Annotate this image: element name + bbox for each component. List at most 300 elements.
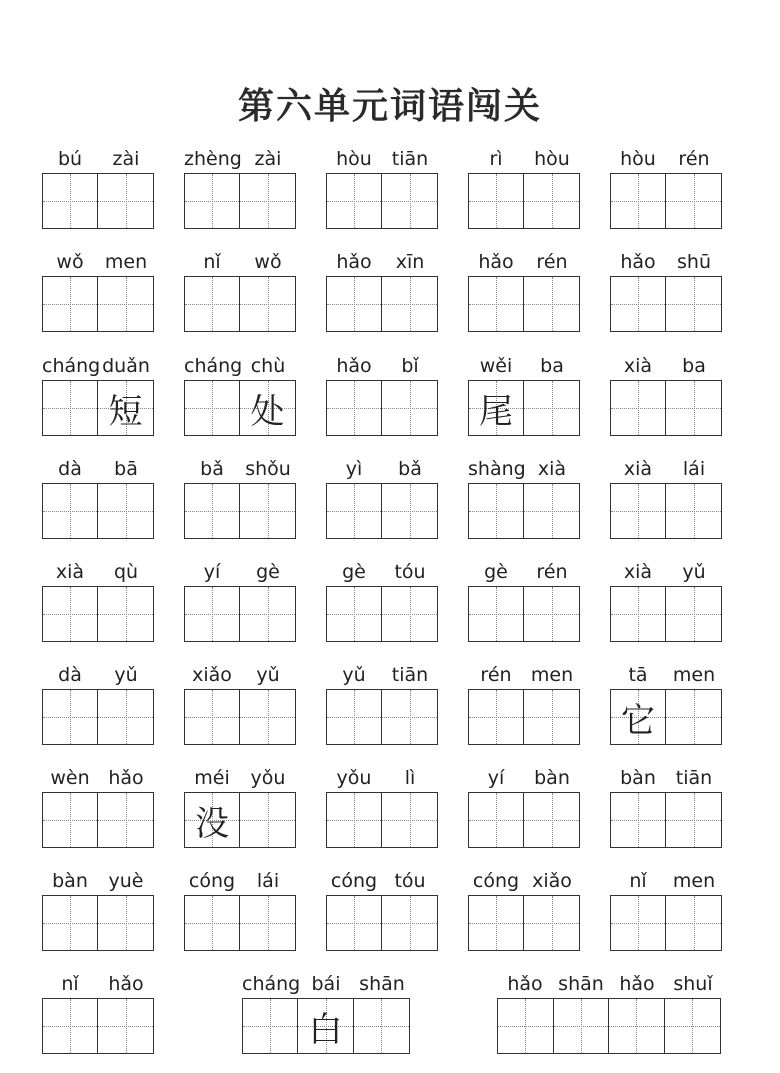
writing-boxes <box>610 483 722 539</box>
pinyin-syllable: bǎ <box>398 458 422 480</box>
writing-cell[interactable] <box>524 381 579 435</box>
writing-boxes <box>468 895 580 951</box>
writing-cell[interactable] <box>524 277 579 331</box>
word-item <box>468 146 580 230</box>
writing-boxes <box>468 689 580 745</box>
writing-boxes <box>326 483 438 539</box>
pinyin-syllable: lái <box>682 458 706 480</box>
writing-cell[interactable] <box>327 484 382 538</box>
pinyin-line <box>468 868 580 894</box>
pinyin-syllable: tóu <box>394 561 426 583</box>
word-item <box>326 456 438 540</box>
writing-cell[interactable] <box>43 381 98 435</box>
writing-cell[interactable] <box>382 587 437 641</box>
word-item <box>242 971 410 1055</box>
pinyin-syllable: shàng <box>468 458 526 480</box>
word-item <box>468 353 580 437</box>
pinyin-line <box>468 353 580 379</box>
writing-cell[interactable] <box>98 690 153 744</box>
pinyin-line <box>497 971 721 997</box>
writing-cell[interactable] <box>98 381 153 435</box>
pinyin-syllable: hǎo <box>108 767 144 789</box>
word-item <box>42 971 154 1055</box>
pinyin-syllable: xià <box>537 458 567 480</box>
pinyin-syllable: yí <box>487 767 505 789</box>
pinyin-syllable: shān <box>558 973 604 995</box>
pinyin-line <box>42 765 154 791</box>
pinyin-syllable: tiān <box>391 664 429 686</box>
pinyin-syllable: xīn <box>395 251 425 273</box>
writing-boxes <box>326 173 438 229</box>
pinyin-syllable: duǎn <box>102 355 150 377</box>
pinyin-syllable: cóng <box>472 870 520 892</box>
pinyin-syllable: bàn <box>52 870 88 892</box>
pinyin-line <box>184 868 296 894</box>
word-item <box>610 249 722 333</box>
pinyin-syllable: yǔ <box>342 664 366 686</box>
pinyin-syllable: xià <box>623 355 653 377</box>
writing-cell[interactable] <box>611 381 666 435</box>
writing-boxes <box>468 483 580 539</box>
pinyin-line <box>610 353 722 379</box>
writing-boxes <box>42 689 154 745</box>
writing-boxes <box>42 483 154 539</box>
word-item <box>184 662 296 746</box>
pinyin-line <box>326 249 438 275</box>
pinyin-syllable: dà <box>58 458 82 480</box>
writing-cell[interactable] <box>498 999 554 1053</box>
pinyin-line <box>610 662 722 688</box>
pinyin-syllable: chù <box>250 355 286 377</box>
pinyin-syllable: yǔ <box>682 561 706 583</box>
writing-cell[interactable] <box>327 587 382 641</box>
pinyin-line <box>42 971 154 997</box>
writing-cell[interactable] <box>611 793 666 847</box>
writing-cell[interactable] <box>185 174 240 228</box>
writing-cell[interactable] <box>240 174 295 228</box>
writing-boxes <box>184 173 296 229</box>
pinyin-syllable: bàn <box>620 767 656 789</box>
pinyin-syllable: rì <box>489 148 503 170</box>
pinyin-line <box>326 559 438 585</box>
word-item <box>610 456 722 540</box>
writing-boxes <box>42 998 154 1054</box>
writing-cell[interactable] <box>666 793 721 847</box>
word-item <box>184 249 296 333</box>
writing-cell[interactable] <box>554 999 610 1053</box>
pinyin-syllable: yuè <box>108 870 144 892</box>
pinyin-syllable: zài <box>254 148 282 170</box>
pinyin-syllable: nǐ <box>61 973 79 995</box>
writing-boxes <box>42 380 154 436</box>
writing-cell[interactable] <box>98 484 153 538</box>
writing-cell[interactable] <box>666 381 721 435</box>
writing-boxes <box>610 380 722 436</box>
writing-boxes <box>468 276 580 332</box>
pinyin-line <box>184 456 296 482</box>
word-item <box>42 559 154 643</box>
writing-boxes <box>42 173 154 229</box>
writing-boxes <box>42 895 154 951</box>
pinyin-syllable: cháng <box>42 355 101 377</box>
pinyin-syllable: rén <box>536 561 568 583</box>
pinyin-line <box>326 868 438 894</box>
pinyin-syllable: hòu <box>620 148 656 170</box>
writing-cell[interactable] <box>382 381 437 435</box>
word-item <box>468 662 580 746</box>
pinyin-line <box>326 662 438 688</box>
pinyin-line <box>42 249 154 275</box>
writing-cell[interactable] <box>524 484 579 538</box>
writing-boxes <box>184 895 296 951</box>
given-character: 它 <box>621 700 655 741</box>
writing-cell[interactable] <box>611 690 666 744</box>
writing-boxes <box>468 586 580 642</box>
pinyin-syllable: yǔ <box>256 664 280 686</box>
writing-cell[interactable] <box>609 999 665 1053</box>
pinyin-syllable: hòu <box>534 148 570 170</box>
writing-cell[interactable] <box>43 587 98 641</box>
writing-cell[interactable] <box>382 174 437 228</box>
pinyin-syllable: wǒ <box>56 251 84 273</box>
pinyin-line <box>610 146 722 172</box>
pinyin-syllable: bǎ <box>200 458 224 480</box>
writing-cell[interactable] <box>185 381 240 435</box>
pinyin-line <box>468 765 580 791</box>
pinyin-line <box>468 559 580 585</box>
pinyin-line <box>468 146 580 172</box>
pinyin-line <box>184 249 296 275</box>
word-item <box>42 456 154 540</box>
pinyin-syllable: shǒu <box>245 458 291 480</box>
writing-cell[interactable] <box>98 999 153 1053</box>
pinyin-line <box>610 559 722 585</box>
pinyin-syllable: nǐ <box>629 870 647 892</box>
writing-boxes <box>326 895 438 951</box>
pinyin-syllable: tiān <box>675 767 713 789</box>
pinyin-syllable: yǔ <box>114 664 138 686</box>
word-item <box>42 146 154 230</box>
writing-cell[interactable] <box>240 484 295 538</box>
writing-cell[interactable] <box>240 381 295 435</box>
writing-cell[interactable] <box>524 587 579 641</box>
writing-cell[interactable] <box>43 896 98 950</box>
writing-cell[interactable] <box>298 999 353 1053</box>
pinyin-line <box>42 353 154 379</box>
writing-cell[interactable] <box>240 793 295 847</box>
pinyin-line <box>42 146 154 172</box>
writing-cell[interactable] <box>611 896 666 950</box>
writing-cell[interactable] <box>382 277 437 331</box>
pinyin-syllable: rén <box>480 664 512 686</box>
pinyin-syllable: xià <box>623 561 653 583</box>
writing-boxes <box>242 998 410 1054</box>
pinyin-syllable: bú <box>57 148 83 170</box>
writing-boxes <box>326 276 438 332</box>
writing-cell[interactable] <box>43 277 98 331</box>
pinyin-syllable: cóng <box>330 870 378 892</box>
pinyin-syllable: gè <box>342 561 366 583</box>
writing-cell[interactable] <box>98 896 153 950</box>
pinyin-syllable: zhèng <box>184 148 242 170</box>
pinyin-syllable: yì <box>345 458 363 480</box>
word-item <box>610 868 722 952</box>
pinyin-syllable: shān <box>359 973 405 995</box>
writing-cell[interactable] <box>240 690 295 744</box>
word-item <box>468 559 580 643</box>
pinyin-line <box>326 456 438 482</box>
word-item <box>42 868 154 952</box>
pinyin-syllable: zài <box>112 148 140 170</box>
writing-cell[interactable] <box>666 277 721 331</box>
word-item <box>497 971 721 1055</box>
given-character: 没 <box>195 803 229 844</box>
writing-cell[interactable] <box>666 690 721 744</box>
word-item <box>184 353 296 437</box>
word-item <box>326 353 438 437</box>
pinyin-syllable: wěi <box>479 355 513 377</box>
writing-cell[interactable] <box>469 381 524 435</box>
writing-cell[interactable] <box>185 793 240 847</box>
writing-boxes <box>610 173 722 229</box>
writing-cell[interactable] <box>185 484 240 538</box>
pinyin-syllable: gè <box>484 561 508 583</box>
word-item <box>468 456 580 540</box>
pinyin-syllable: bái <box>311 973 341 995</box>
word-item <box>468 868 580 952</box>
writing-cell[interactable] <box>327 793 382 847</box>
writing-cell[interactable] <box>611 587 666 641</box>
writing-cell[interactable] <box>382 484 437 538</box>
writing-boxes <box>326 586 438 642</box>
writing-boxes <box>610 276 722 332</box>
writing-boxes <box>468 792 580 848</box>
pinyin-syllable: hǎo <box>336 251 372 273</box>
writing-cell[interactable] <box>327 690 382 744</box>
writing-boxes <box>610 895 722 951</box>
pinyin-syllable: men <box>672 870 716 892</box>
writing-cell[interactable] <box>666 896 721 950</box>
pinyin-line <box>326 146 438 172</box>
word-item <box>610 146 722 230</box>
writing-cell[interactable] <box>240 277 295 331</box>
writing-cell[interactable] <box>469 896 524 950</box>
pinyin-syllable: rén <box>536 251 568 273</box>
pinyin-line <box>610 868 722 894</box>
word-item <box>326 868 438 952</box>
word-item <box>42 662 154 746</box>
writing-cell[interactable] <box>185 277 240 331</box>
given-character: 尾 <box>479 391 513 432</box>
word-item <box>468 249 580 333</box>
writing-cell[interactable] <box>327 174 382 228</box>
writing-boxes <box>184 689 296 745</box>
writing-cell[interactable] <box>240 587 295 641</box>
writing-boxes <box>326 689 438 745</box>
writing-cell[interactable] <box>43 690 98 744</box>
writing-cell[interactable] <box>98 174 153 228</box>
writing-cell[interactable] <box>469 793 524 847</box>
writing-cell[interactable] <box>469 484 524 538</box>
writing-boxes <box>184 586 296 642</box>
pinyin-line <box>326 353 438 379</box>
writing-cell[interactable] <box>665 999 721 1053</box>
pinyin-syllable: lái <box>256 870 280 892</box>
pinyin-line <box>242 971 410 997</box>
word-item <box>184 765 296 849</box>
pinyin-syllable: xià <box>55 561 85 583</box>
writing-boxes <box>42 792 154 848</box>
writing-boxes <box>326 380 438 436</box>
given-character: 短 <box>108 391 143 432</box>
writing-cell[interactable] <box>469 690 524 744</box>
writing-cell[interactable] <box>243 999 298 1053</box>
word-item <box>184 456 296 540</box>
pinyin-syllable: men <box>104 251 148 273</box>
pinyin-syllable: hòu <box>336 148 372 170</box>
pinyin-syllable: lì <box>404 767 416 789</box>
writing-boxes <box>184 792 296 848</box>
pinyin-syllable: ba <box>682 355 706 377</box>
pinyin-syllable: cháng <box>242 973 301 995</box>
pinyin-syllable: tóu <box>394 870 426 892</box>
writing-cell[interactable] <box>43 999 98 1053</box>
writing-cell[interactable] <box>524 896 579 950</box>
writing-cell[interactable] <box>382 793 437 847</box>
writing-cell[interactable] <box>382 896 437 950</box>
word-item <box>610 765 722 849</box>
pinyin-line <box>42 559 154 585</box>
writing-boxes <box>184 276 296 332</box>
word-item <box>42 249 154 333</box>
pinyin-syllable: wèn <box>50 767 90 789</box>
word-item <box>184 868 296 952</box>
writing-cell[interactable] <box>469 587 524 641</box>
pinyin-syllable: ba <box>540 355 564 377</box>
pinyin-syllable: hǎo <box>619 973 655 995</box>
pinyin-syllable: men <box>672 664 716 686</box>
writing-cell[interactable] <box>43 484 98 538</box>
writing-boxes <box>610 689 722 745</box>
pinyin-line <box>42 662 154 688</box>
writing-cell[interactable] <box>524 174 579 228</box>
pinyin-line <box>184 559 296 585</box>
writing-boxes <box>184 483 296 539</box>
pinyin-syllable: bǐ <box>401 355 419 377</box>
pinyin-syllable: yǒu <box>336 767 372 789</box>
pinyin-syllable: hǎo <box>620 251 656 273</box>
pinyin-line <box>610 765 722 791</box>
pinyin-syllable: hǎo <box>336 355 372 377</box>
pinyin-syllable: hǎo <box>108 973 144 995</box>
writing-cell[interactable] <box>611 174 666 228</box>
pinyin-syllable: qù <box>113 561 139 583</box>
pinyin-syllable: shuǐ <box>673 973 713 995</box>
writing-cell[interactable] <box>666 587 721 641</box>
writing-cell[interactable] <box>98 587 153 641</box>
writing-cell[interactable] <box>382 690 437 744</box>
writing-cell[interactable] <box>185 690 240 744</box>
pinyin-line <box>468 662 580 688</box>
word-item <box>184 559 296 643</box>
writing-boxes <box>42 276 154 332</box>
writing-cell[interactable] <box>327 381 382 435</box>
writing-boxes <box>326 792 438 848</box>
writing-cell[interactable] <box>611 484 666 538</box>
pinyin-line <box>610 249 722 275</box>
writing-cell[interactable] <box>43 174 98 228</box>
writing-cell[interactable] <box>185 587 240 641</box>
pinyin-syllable: men <box>530 664 574 686</box>
pinyin-syllable: xiǎo <box>532 870 572 892</box>
pinyin-syllable: nǐ <box>203 251 221 273</box>
pinyin-syllable: yǒu <box>250 767 286 789</box>
writing-cell[interactable] <box>43 793 98 847</box>
writing-cell[interactable] <box>524 793 579 847</box>
word-item <box>42 353 154 437</box>
pinyin-syllable: cóng <box>188 870 236 892</box>
pinyin-syllable: bàn <box>534 767 570 789</box>
pinyin-line <box>468 249 580 275</box>
writing-cell[interactable] <box>327 896 382 950</box>
pinyin-syllable: tiān <box>391 148 429 170</box>
word-item <box>610 662 722 746</box>
writing-cell[interactable] <box>98 277 153 331</box>
writing-cell[interactable] <box>185 896 240 950</box>
word-item <box>326 662 438 746</box>
writing-cell[interactable] <box>98 793 153 847</box>
pinyin-line <box>468 456 580 482</box>
writing-cell[interactable] <box>354 999 409 1053</box>
pinyin-syllable: gè <box>256 561 280 583</box>
pinyin-syllable: méi <box>194 767 230 789</box>
pinyin-syllable: rén <box>678 148 710 170</box>
word-item <box>326 146 438 230</box>
writing-boxes <box>610 792 722 848</box>
given-character: 白 <box>308 1009 343 1050</box>
pinyin-syllable: bā <box>114 458 138 480</box>
writing-cell[interactable] <box>240 896 295 950</box>
pinyin-syllable: hǎo <box>478 251 514 273</box>
pinyin-syllable: dà <box>58 664 82 686</box>
writing-boxes <box>468 173 580 229</box>
writing-boxes <box>184 380 296 436</box>
word-item <box>326 559 438 643</box>
writing-boxes <box>42 586 154 642</box>
pinyin-syllable: yí <box>203 561 221 583</box>
writing-cell[interactable] <box>469 277 524 331</box>
writing-cell[interactable] <box>469 174 524 228</box>
pinyin-line <box>184 146 296 172</box>
pinyin-syllable: tā <box>628 664 648 686</box>
writing-cell[interactable] <box>524 690 579 744</box>
word-item <box>326 765 438 849</box>
writing-cell[interactable] <box>666 484 721 538</box>
pinyin-syllable: xiǎo <box>192 664 232 686</box>
pinyin-syllable: shū <box>677 251 711 273</box>
writing-boxes <box>497 998 721 1054</box>
pinyin-syllable: xià <box>623 458 653 480</box>
page-title: 第六单元词语闯关 <box>237 86 542 127</box>
word-item <box>610 353 722 437</box>
pinyin-line <box>42 868 154 894</box>
writing-cell[interactable] <box>327 277 382 331</box>
writing-boxes <box>468 380 580 436</box>
writing-cell[interactable] <box>611 277 666 331</box>
writing-cell[interactable] <box>666 174 721 228</box>
pinyin-line <box>184 662 296 688</box>
pinyin-line <box>610 456 722 482</box>
